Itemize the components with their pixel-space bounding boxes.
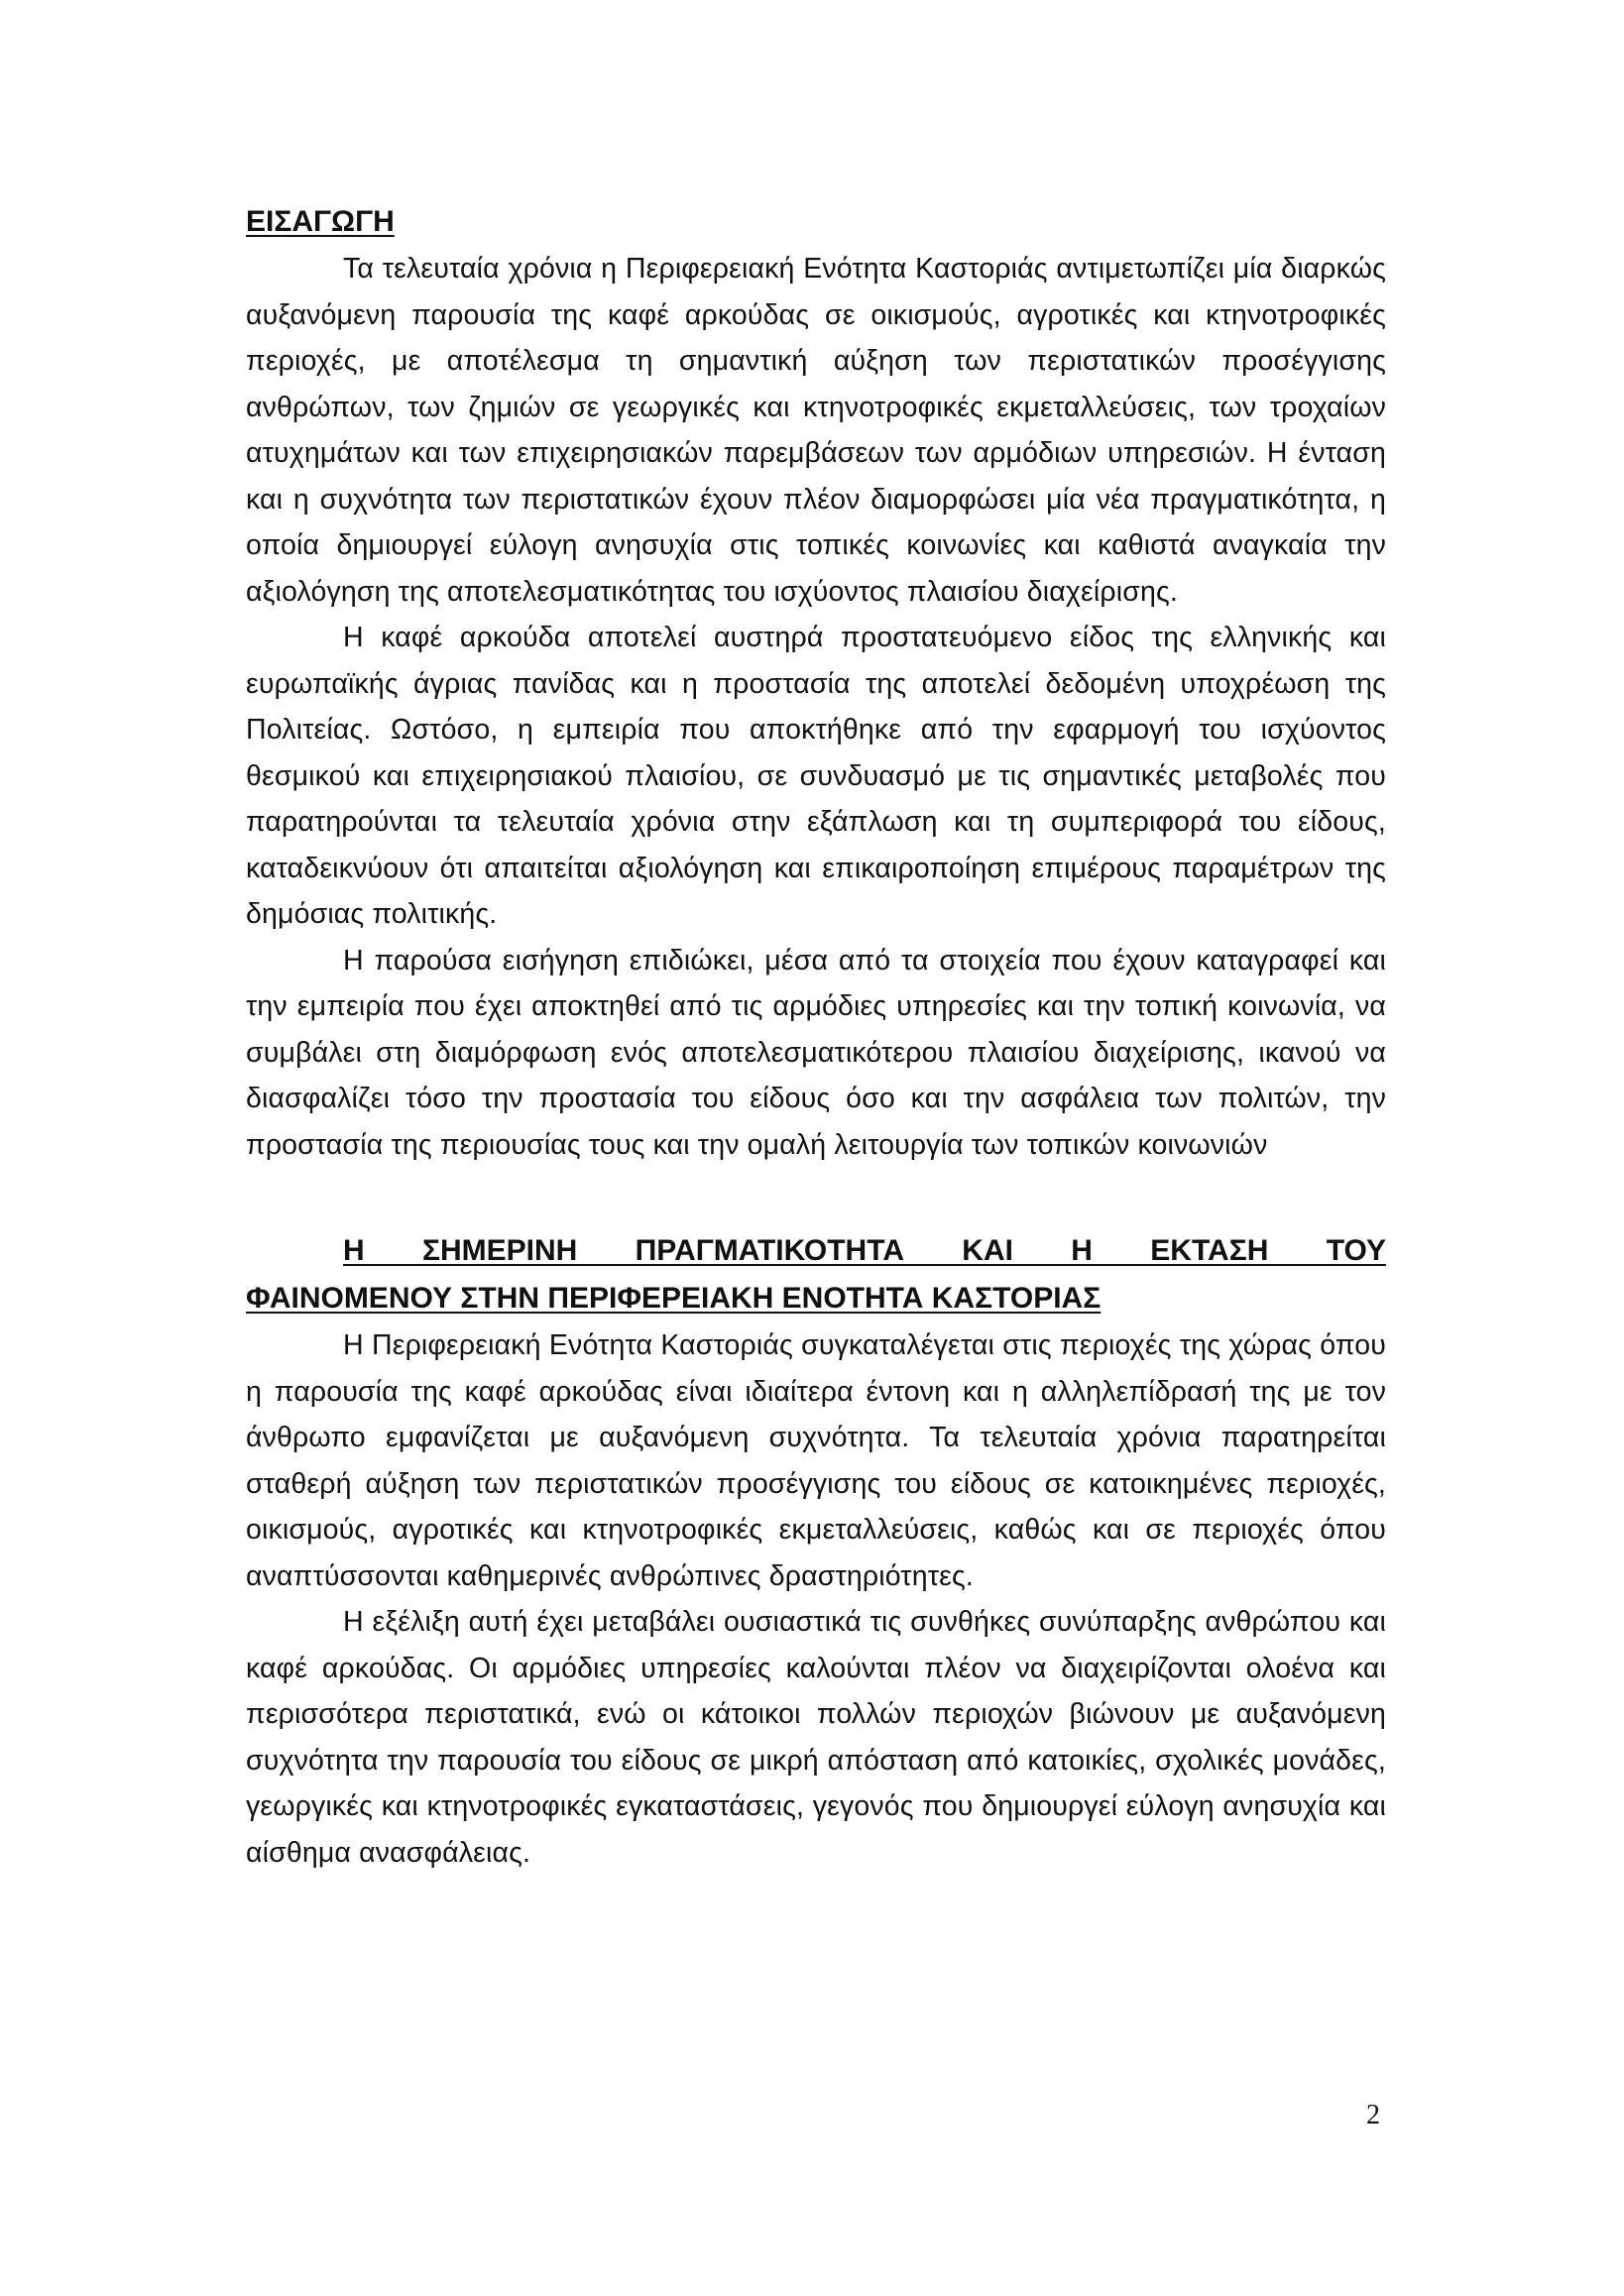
paragraph: Η καφέ αρκούδα αποτελεί αυστηρά προστατευόμενο είδος της ελληνικής και ευρωπαϊκής άγριας πανίδας και η προστασία της αποτελεί δεδομένη υποχρέωση της Πολιτείας. Ωστόσο, η εμπειρία που αποκτήθηκε από την εφαρμογή του ισχύοντος θεσμικού και επιχειρησιακού πλαισίου, σε συνδυασμό με τις σημαντικές μεταβολές που παρατηρούνται τα τελευταία χρόνια στην εξάπλωση και τη συμπεριφορά του είδους, καταδεικνύουν ότι απαιτείται αξιολόγηση και επικαιροποίηση επιμέρους παραμέτρων της δημόσιας πολιτικής. (246, 622, 1386, 930)
paragraph: Τα τελευταία χρόνια η Περιφερειακή Ενότητα Καστοριάς αντιμετωπίζει μία διαρκώς αυξανόμενη παρουσία της καφέ αρκούδας σε οικισμούς, αγροτικές και κτηνοτροφικές περιοχές, με αποτέλεσμα τη σημαντική αύξηση των περιστατικών προσέγγισης ανθρώπων, των ζημιών σε γεωργικές και κτηνοτροφικές εκμεταλλεύσεις, των τροχαίων ατυχημάτων και των επιχειρησιακών παρεμβάσεων των αρμόδιων υπηρεσιών. Η ένταση και η συχνότητα των περιστατικών έχουν πλέον διαμορφώσει μία νέα πραγματικότητα, η οποία δημιουργεί εύλογη ανησυχία στις τοπικές κοινωνίες και καθιστά αναγκαία την αξιολόγηση της αποτελεσματικότητας του ισχύοντος πλαισίου διαχείρισης. (246, 253, 1386, 608)
section-heading-current-reality (246, 1227, 1386, 1322)
section-heading-line: Η ΣΗΜΕΡΙΝΗ ΠΡΑΓΜΑΤΙΚΟΤΗΤΑ ΚΑΙ Η ΕΚΤΑΣΗ ΤΟΥ (343, 1234, 1386, 1267)
paragraph: Η Περιφερειακή Ενότητα Καστοριάς συγκαταλέγεται στις περιοχές της χώρας όπου η παρουσία της καφέ αρκούδας είναι ιδιαίτερα έντονη και η αλληλεπίδρασή της με τον άνθρωπο εμφανίζεται με αυξανόμενη συχνότητα. Τα τελευταία χρόνια παρατηρείται σταθερή αύξηση των περιστατικών προσέγγισης του είδους σε κατοικημένες περιοχές, οικισμούς, αγροτικές και κτηνοτροφικές εκμεταλλεύσεις, καθώς και σε περιοχές όπου αναπτύσσονται καθημερινές ανθρώπινες δραστηριότητες. (246, 1329, 1386, 1592)
section-heading-line: ΦΑΙΝΟΜΕΝΟΥ ΣΤΗΝ ΠΕΡΙΦΕΡΕΙΑΚΗ ΕΝΟΤΗΤΑ ΚΑΣΤΟΡΙΑΣ (246, 1282, 1102, 1315)
section-heading-introduction: ΕΙΣΑΓΩΓΗ (246, 205, 395, 238)
paragraph: Η εξέλιξη αυτή έχει μεταβάλει ουσιαστικά τις συνθήκες συνύπαρξης ανθρώπου και καφέ αρκούδας. Οι αρμόδιες υπηρεσίες καλούνται πλέον να διαχειρίζονται ολοένα και περισσότερα περιστατικά, ενώ οι κάτοικοι πολλών περιοχών βιώνουν με αυξανόμενη συχνότητα την παρουσία του είδους σε μικρή απόσταση από κατοικίες, σχολικές μονάδες, γεωργικές και κτηνοτροφικές εγκαταστάσεις, γεγονός που δημιουργεί εύλογη ανησυχία και αίσθημα ανασφάλειας. (246, 1606, 1386, 1869)
document-page (246, 198, 1386, 1876)
paragraph: Η παρούσα εισήγηση επιδιώκει, μέσα από τα στοιχεία που έχουν καταγραφεί και την εμπειρία που έχει αποκτηθεί από τις αρμόδιες υπηρεσίες και την τοπική κοινωνία, να συμβάλει στη διαμόρφωση ενός αποτελεσματικότερου πλαισίου διαχείρισης, ικανού να διασφαλίζει τόσο την προστασία του είδους όσο και την ασφάλεια των πολιτών, την προστασία της περιουσίας τους και την ομαλή λειτουργία των τοπικών κοινωνιών (246, 944, 1386, 1161)
page-number: 2 (1366, 2100, 1380, 2130)
